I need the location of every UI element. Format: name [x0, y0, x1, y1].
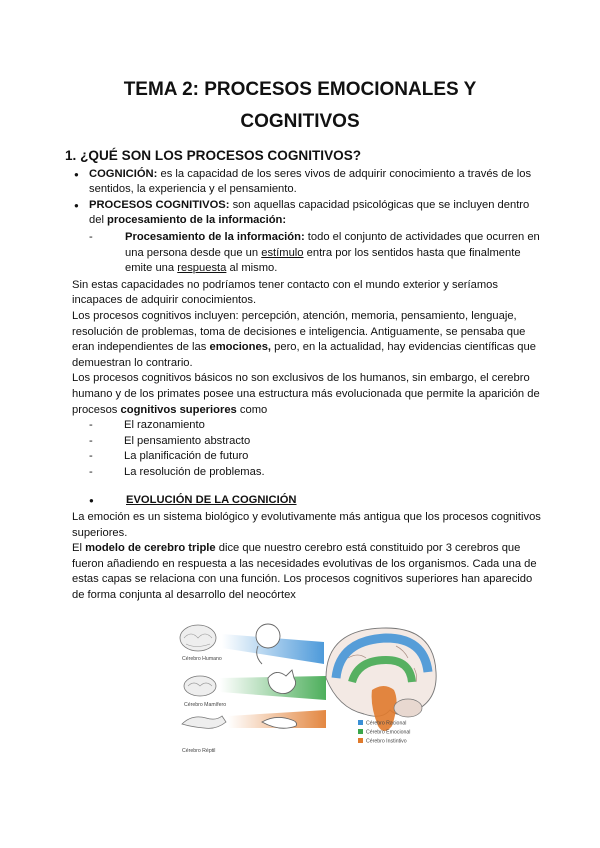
list-item-text: La planificación de futuro: [124, 450, 249, 463]
definition-procesamiento-b: entra por los sentidos hasta que finalmente emite una: [125, 246, 521, 275]
dash-marker: -: [89, 465, 93, 478]
label-cerebro-mamifero: Cérebro Mamífero: [184, 702, 227, 708]
list-item-text: El razonamiento: [124, 419, 205, 432]
term-procesos-cognitivos: PROCESOS COGNITIVOS:: [89, 198, 230, 211]
legend-swatch-racional: [358, 720, 363, 725]
dash-marker: -: [89, 230, 93, 243]
bullet-cognicion: [72, 167, 547, 198]
paragraph-sin-estas-capacidades: Sin estas capacidades no podríamos tener contacto con el mundo exterior y seríamos incapaces de adquirir conocimientos.: [72, 278, 498, 307]
paragraph-modelo-cerebro-triple: [72, 541, 547, 603]
legend-swatch-instintivo: [358, 738, 363, 743]
title-line-1: TEMA 2: PROCESOS EMOCIONALES Y: [123, 79, 477, 100]
section-heading-procesos-cognitivos: 1. ¿QUÉ SON LOS PROCESOS COGNITIVOS?: [65, 148, 362, 163]
term-emociones: emociones,: [209, 341, 272, 354]
paragraph-procesos-basicos-a: Los procesos cognitivos básicos no son exclusivos de los humanos, sin embargo, el cerebro humano y de los primates posee una estructura más evolucionada que permite la aparición de procesos: [72, 372, 540, 416]
term-cognicion: COGNICIÓN:: [89, 167, 158, 180]
legend-swatch-emocional: [358, 729, 363, 734]
human-head-sketch-icon: [256, 624, 280, 664]
label-cerebro-humano: Cérebro Humano: [182, 656, 222, 662]
underlined-estimulo: estímulo: [261, 246, 304, 259]
definition-cognicion: es la capacidad de los seres vivos de adquirir conocimiento a través de los sentidos, la experiencia y el pensamiento.: [89, 167, 532, 196]
legend-label-racional: Cérebro Racional: [366, 720, 407, 727]
term-cognitivos-superiores: cognitivos superiores: [120, 403, 237, 416]
term-procesamiento: Procesamiento de la información:: [125, 230, 305, 243]
sub-bullet-procesamiento: [89, 230, 547, 277]
list-item-text: El pensamiento abstracto: [124, 434, 251, 447]
list-item: [89, 418, 547, 434]
mammal-brain-sketch-icon: [184, 676, 216, 696]
dash-marker: -: [89, 434, 93, 447]
list-item: [89, 449, 547, 465]
underlined-respuesta: respuesta: [177, 262, 227, 275]
dash-marker: -: [89, 450, 93, 463]
paragraph-modelo-a: El: [72, 542, 86, 555]
document-title: [40, 74, 560, 138]
figure-legend: [358, 720, 410, 745]
reptile-brain-sketch-icon: [182, 716, 226, 728]
human-brain-sketch-icon: [180, 625, 216, 651]
legend-label-emocional: Cérebro Emocional: [366, 729, 411, 736]
title-line-2: COGNITIVOS: [240, 111, 360, 132]
list-item: [89, 434, 547, 450]
bullet-procesos-cognitivos: [72, 198, 547, 229]
paragraph-procesos-basicos: [72, 371, 547, 418]
definition-procesamiento-c: al mismo.: [226, 262, 278, 275]
brain-cross-section-icon: [326, 628, 436, 731]
dash-marker: -: [89, 419, 93, 432]
list-item-text: La resolución de problemas.: [124, 465, 265, 478]
definition-procesamiento-a: todo el conjunto de actividades que ocurren en una persona desde que un: [125, 230, 540, 259]
superior-processes-list: [72, 418, 547, 480]
paragraph-modelo-b: dice que nuestro cerebro está constituido por 3 cerebros que fueron añadiendo en respuesta a las necesidades evolutivas de los organismos. Cada una de estas capas se relaciona con una función. Los procesos cognitivos superiores han aparecido de forma conjunta al desarrollo del neocórtex: [72, 542, 537, 602]
paragraph-emocion: La emoción es un sistema biológico y evolutivamente más antigua que los procesos cognitivos superiores.: [72, 511, 541, 539]
paragraph-procesos-incluyen: [72, 309, 547, 371]
triune-brain-figure: [176, 616, 440, 760]
definition-procesos-cognitivos: son aquellas capacidad psicológicas que se incluyen dentro del: [89, 198, 530, 227]
paragraph-procesos-incluyen-b: pero, en la actualidad, hay evidencias científicas que demuestran lo contrario.: [72, 341, 536, 369]
legend-label-instintivo: Cérebro Instintivo: [366, 738, 407, 745]
document-body: [65, 148, 547, 604]
term-modelo-cerebro-triple: modelo de cerebro triple: [85, 542, 216, 555]
list-item: [89, 465, 547, 481]
term-procesamiento-inline: procesamiento de la información:: [107, 214, 287, 227]
label-cerebro-reptil: Cérebro Réptil: [182, 748, 216, 754]
paragraph-procesos-incluyen-a: Los procesos cognitivos incluyen: percepción, atención, memoria, pensamiento, lenguaje, resolución de problemas, toma de decisiones e inteligencia. Antiguamente, se pensaba que eran independientes de las: [72, 309, 526, 354]
section-heading-evolucion: ● EVOLUCIÓN DE LA COGNICIÓN: [89, 493, 547, 509]
paragraph-procesos-basicos-b: como: [236, 403, 268, 416]
